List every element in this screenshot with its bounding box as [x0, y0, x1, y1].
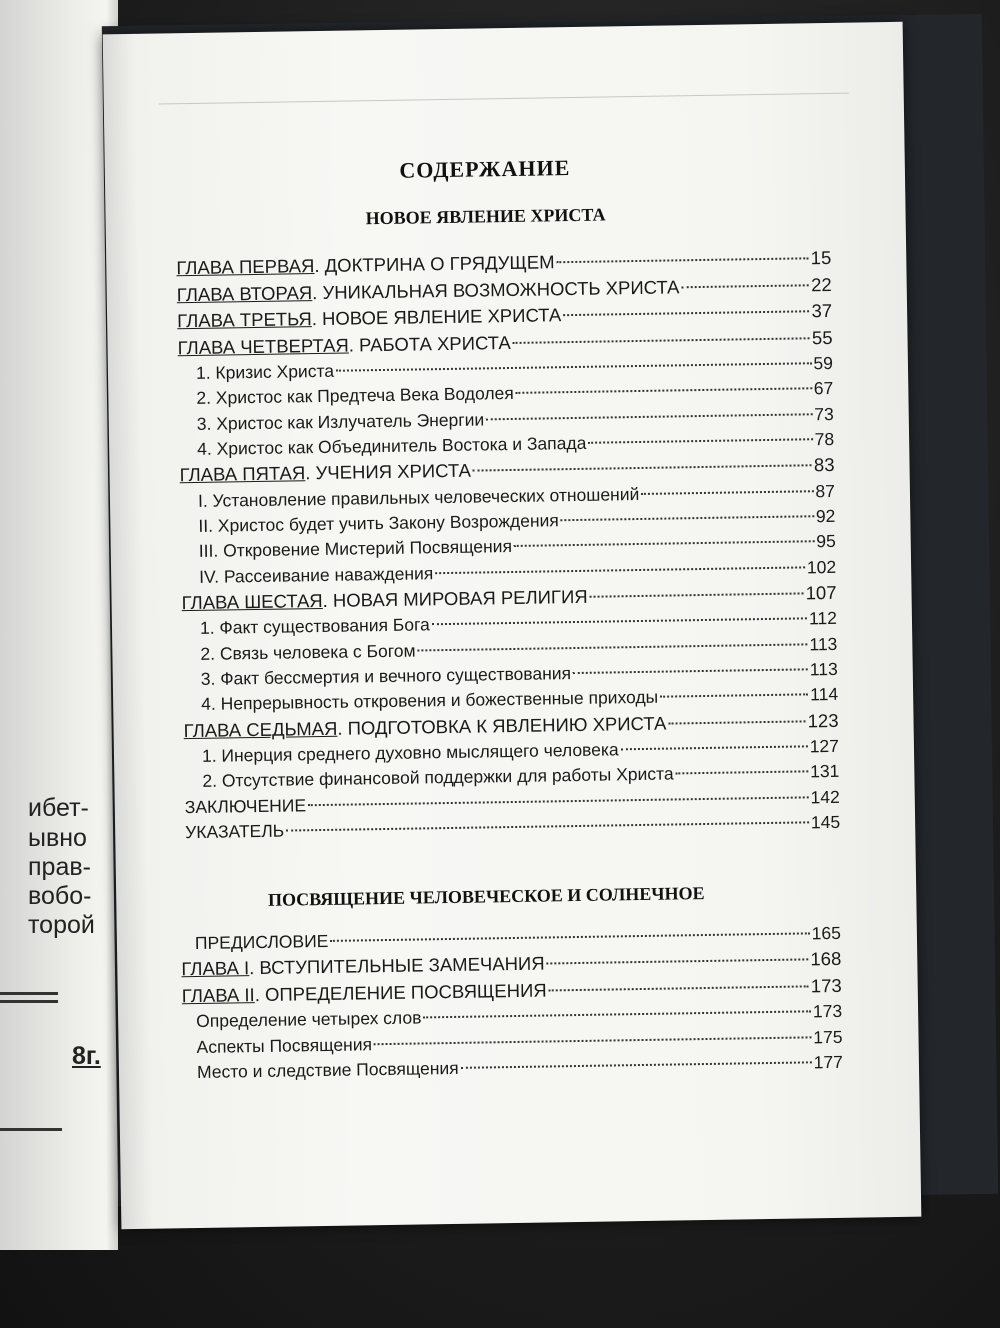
page-number: 55 — [811, 326, 833, 348]
left-page-rule — [0, 1000, 58, 1003]
page-number: 83 — [813, 454, 835, 476]
toc-entry-text: 1. Факт существования Бога — [199, 614, 430, 639]
page-number: 22 — [810, 273, 832, 295]
chapter-number: ГЛАВА ВТОРАЯ — [176, 281, 313, 305]
dot-leader — [563, 310, 809, 316]
dot-leader — [660, 694, 808, 698]
page-number: 92 — [815, 505, 836, 527]
toc-entry-label — [178, 359, 334, 387]
chapter-number: ГЛАВА II — [181, 983, 255, 1007]
dot-leader — [514, 541, 814, 548]
dot-leader — [621, 745, 808, 750]
page-number: 37 — [811, 299, 833, 322]
page-number: 113 — [809, 633, 838, 655]
page-number: 87 — [815, 480, 836, 501]
page-number: 123 — [807, 709, 839, 731]
toc-list-part2 — [181, 921, 843, 1086]
toc-entry-label — [183, 1056, 459, 1086]
toc-entry-text: IV. Рассеивание наваждения — [199, 562, 434, 587]
part-title: ПОСВЯЩЕНИЕ ЧЕЛОВЕЧЕСКОЕ И СОЛНЕЧНОЕ — [267, 883, 705, 910]
toc-entry-text: ПРЕДИСЛОВИЕ — [194, 930, 329, 954]
dot-leader — [641, 490, 813, 495]
toc-list-part1 — [176, 245, 840, 845]
dot-leader — [432, 618, 807, 626]
toc-entry-label — [181, 561, 434, 590]
chapter-number: ГЛАВА ШЕСТАЯ — [181, 589, 323, 614]
toc-entry-text: 1. Кризис Христа — [195, 360, 335, 383]
toc-entry-text: 3. Факт бессмертия и вечного существования — [200, 663, 572, 689]
toc-entry-label — [185, 793, 307, 820]
page-number: 73 — [814, 403, 834, 424]
dot-leader — [473, 464, 812, 471]
left-page-bold-fragment: 8г. — [72, 1042, 101, 1070]
page-number: 177 — [813, 1051, 844, 1073]
dot-leader — [588, 438, 812, 444]
page-number: 113 — [809, 658, 838, 680]
dot-leader — [676, 771, 809, 775]
page-number: 165 — [811, 922, 842, 944]
toc-entry-text: . ВСТУПИТЕЛЬНЫЕ ЗАМЕЧАНИЯ — [248, 952, 545, 979]
toc-entry-text: I. Установление правильных человеческих отношений — [197, 483, 640, 511]
left-page-fragment: вобо- — [28, 882, 92, 910]
toc-entry-text: 2. Христос как Предтеча Века Водолея — [196, 383, 514, 409]
dot-leader — [336, 362, 811, 371]
toc-entry-text: . НОВОЕ ЯВЛЕНИЕ ХРИСТА — [311, 304, 562, 330]
page-number: 107 — [805, 581, 837, 604]
page-number: 112 — [808, 608, 838, 629]
toc-entry-text: . РАБОТА ХРИСТА — [348, 331, 511, 356]
toc-entry-text: . НОВАЯ МИРОВАЯ РЕЛИГИЯ — [322, 585, 588, 611]
toc-entry-text: Аспекты Посвящения — [196, 1033, 373, 1057]
dot-leader — [374, 1036, 811, 1045]
dot-leader — [423, 1011, 811, 1019]
chapter-number: ГЛАВА ПЕРВАЯ — [176, 255, 315, 279]
dot-leader — [513, 337, 810, 344]
page-number: 173 — [810, 974, 842, 997]
left-page-fragment: прав- — [28, 853, 91, 881]
toc-entry-text: ЗАКЛЮЧЕНИЕ — [184, 794, 307, 817]
page-number: 173 — [812, 1001, 843, 1022]
page-number: 168 — [810, 948, 842, 970]
page-number: 145 — [810, 811, 841, 833]
toc-entry-text: . УНИКАЛЬНАЯ ВОЗМОЖНОСТЬ ХРИСТА — [312, 275, 680, 303]
toc-entry-label — [182, 1006, 422, 1035]
dot-leader — [286, 821, 809, 831]
dot-leader — [547, 959, 809, 965]
toc-entry-text: 2. Отсутствие финансовой поддержки для работы Христа — [202, 763, 674, 792]
chapter-number: ГЛАВА ПЯТАЯ — [179, 462, 306, 486]
page-number: 175 — [813, 1026, 843, 1047]
toc-entry-text: Место и следствие Посвящения — [196, 1057, 459, 1082]
page-number: 127 — [809, 735, 840, 757]
toc-entry-label — [185, 819, 284, 846]
left-page-fragment: ывно — [28, 824, 87, 852]
left-page-fragment: ибет- — [28, 794, 89, 822]
dot-leader — [516, 388, 812, 395]
page-number: 67 — [813, 378, 834, 399]
toc-page — [103, 22, 922, 1229]
page-number: 78 — [814, 428, 835, 450]
toc-entry-text: II. Христос будет учить Закону Возрождения — [198, 510, 559, 536]
toc-entry-text: . ПОДГОТОВКА К ЯВЛЕНИЮ ХРИСТА — [337, 712, 667, 739]
toc-entry-text: 2. Связь человека с Богом — [200, 640, 416, 664]
left-page-rule — [0, 1128, 62, 1131]
page-number: 15 — [810, 246, 832, 269]
left-page-fragment: торой — [28, 911, 95, 939]
toc-entry-text: 3. Христос как Излучатель Энергии — [196, 409, 485, 434]
toc-entry-label — [182, 613, 430, 642]
chapter-number: ГЛАВА СЕДЬМАЯ — [183, 717, 338, 741]
dot-leader — [668, 720, 805, 724]
toc-entry-label — [181, 534, 513, 564]
chapter-number: ГЛАВА I — [181, 957, 250, 980]
chapter-number: ГЛАВА ТРЕТЬЯ — [177, 308, 312, 332]
dot-leader — [330, 932, 809, 942]
toc-entry-text: 4. Непрерывность откровения и божественные приходы — [201, 686, 659, 715]
page-number: 114 — [810, 684, 839, 705]
toc-entry-text: 4. Христос как Объединитель Востока и Запада — [197, 432, 587, 459]
dot-leader — [681, 284, 809, 288]
dot-leader — [549, 985, 809, 991]
left-page — [0, 0, 118, 1250]
dot-leader — [557, 257, 809, 263]
page-number: 142 — [810, 786, 840, 807]
toc-entry-text: УКАЗАТЕЛЬ — [185, 820, 285, 843]
dot-leader — [486, 413, 812, 420]
page-number: 95 — [816, 531, 836, 552]
dot-leader — [590, 592, 804, 597]
chapter-number: ГЛАВА ЧЕТВЕРТАЯ — [177, 334, 349, 358]
toc-entry-label — [182, 1032, 372, 1060]
page-number: 102 — [806, 556, 837, 577]
page-number: 131 — [809, 761, 840, 782]
toc-entry-label — [181, 929, 329, 957]
toc-entry-text: . УЧЕНИЯ ХРИСТА — [305, 459, 472, 484]
dot-leader — [418, 643, 808, 651]
dot-leader — [308, 796, 809, 806]
toc-entry-text: 1. Инерция среднего духовно мыслящего человека — [201, 739, 619, 766]
dot-leader — [573, 668, 808, 674]
toc-entry-text: . ОПРЕДЕЛЕНИЕ ПОСВЯЩЕНИЯ — [254, 979, 547, 1005]
toc-entry-label — [177, 329, 511, 361]
left-page-rule — [0, 992, 58, 995]
toc-entry-text: III. Откровение Мистерий Посвящения — [198, 536, 513, 562]
part-title: НОВОЕ ЯВЛЕНИЕ ХРИСТА — [365, 204, 606, 229]
running-header-rule — [159, 93, 849, 105]
dot-leader — [461, 1061, 812, 1069]
toc-entry-text: Определение четырех слов — [196, 1007, 422, 1032]
page-title: СОДЕРЖАНИЕ — [399, 155, 571, 183]
dot-leader — [435, 566, 805, 574]
page-number: 59 — [813, 352, 834, 374]
toc-entry-text: . ДОКТРИНА О ГРЯДУЩЕМ — [314, 251, 555, 277]
toc-entry-label — [182, 638, 416, 667]
dot-leader — [561, 515, 814, 521]
